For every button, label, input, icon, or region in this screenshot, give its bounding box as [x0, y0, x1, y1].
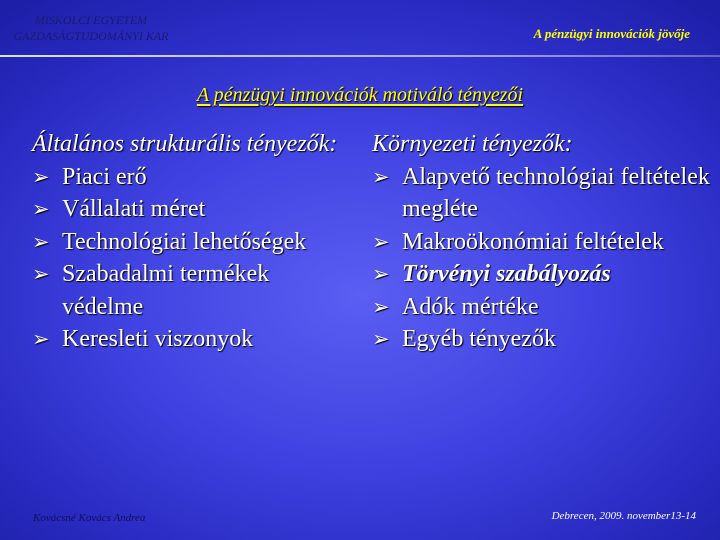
list-item-text: Piaci erő	[62, 163, 147, 190]
left-column	[32, 128, 352, 356]
list-item	[372, 226, 712, 259]
university-name: MISKOLCI EGYETEM	[34, 13, 148, 27]
list-item-text: Makroökonómiai feltételek	[402, 228, 664, 255]
author-name: Kovácsné Kovács Andrea	[33, 512, 146, 524]
list-item	[372, 161, 712, 226]
presentation-title: A pénzügyi innovációk jövője	[533, 26, 690, 41]
arrow-bullet-icon: ➢	[32, 164, 50, 189]
event-place-date: Debrecen, 2009. november13-14	[551, 510, 696, 522]
list-item-text: Adók mértéke	[402, 293, 539, 320]
list-item-text: Alapvető technológiai feltételek megléte	[402, 163, 710, 222]
list-item	[32, 193, 352, 226]
faculty-name: GAZDASÁGTUDOMÁNYI KAR	[13, 29, 169, 43]
slide-title: A pénzügyi innovációk motiváló tényezői	[196, 84, 524, 106]
arrow-bullet-icon: ➢	[372, 262, 390, 286]
list-item	[372, 323, 712, 356]
right-column	[372, 128, 712, 356]
list-item-text: Keresleti viszonyok	[62, 326, 254, 352]
arrow-bullet-icon: ➢	[32, 229, 50, 254]
arrow-bullet-icon: ➢	[372, 327, 390, 351]
header-divider	[0, 55, 720, 57]
list-item	[32, 226, 352, 259]
list-item-text: Technológiai lehetőségek	[62, 228, 307, 255]
right-column-heading: Környezeti tényezők:	[372, 131, 573, 157]
left-column-heading: Általános strukturális tényezők:	[32, 131, 338, 157]
arrow-bullet-icon: ➢	[32, 262, 50, 286]
list-item	[32, 323, 352, 356]
arrow-bullet-icon: ➢	[372, 294, 390, 319]
list-item	[372, 258, 712, 291]
arrow-bullet-icon: ➢	[32, 327, 50, 351]
list-item-text: Törvényi szabályozás	[402, 261, 611, 287]
arrow-bullet-icon: ➢	[372, 229, 390, 254]
institution-header	[6, 12, 176, 44]
arrow-bullet-icon: ➢	[372, 164, 390, 189]
list-item-text: Vállalati méret	[62, 196, 206, 222]
list-item	[32, 161, 352, 194]
list-item-text: Egyéb tényezők	[402, 326, 556, 352]
arrow-bullet-icon: ➢	[32, 197, 50, 221]
list-item	[372, 291, 712, 324]
list-item	[32, 258, 352, 323]
list-item-text: Szabadalmi termékek védelme	[62, 261, 270, 320]
